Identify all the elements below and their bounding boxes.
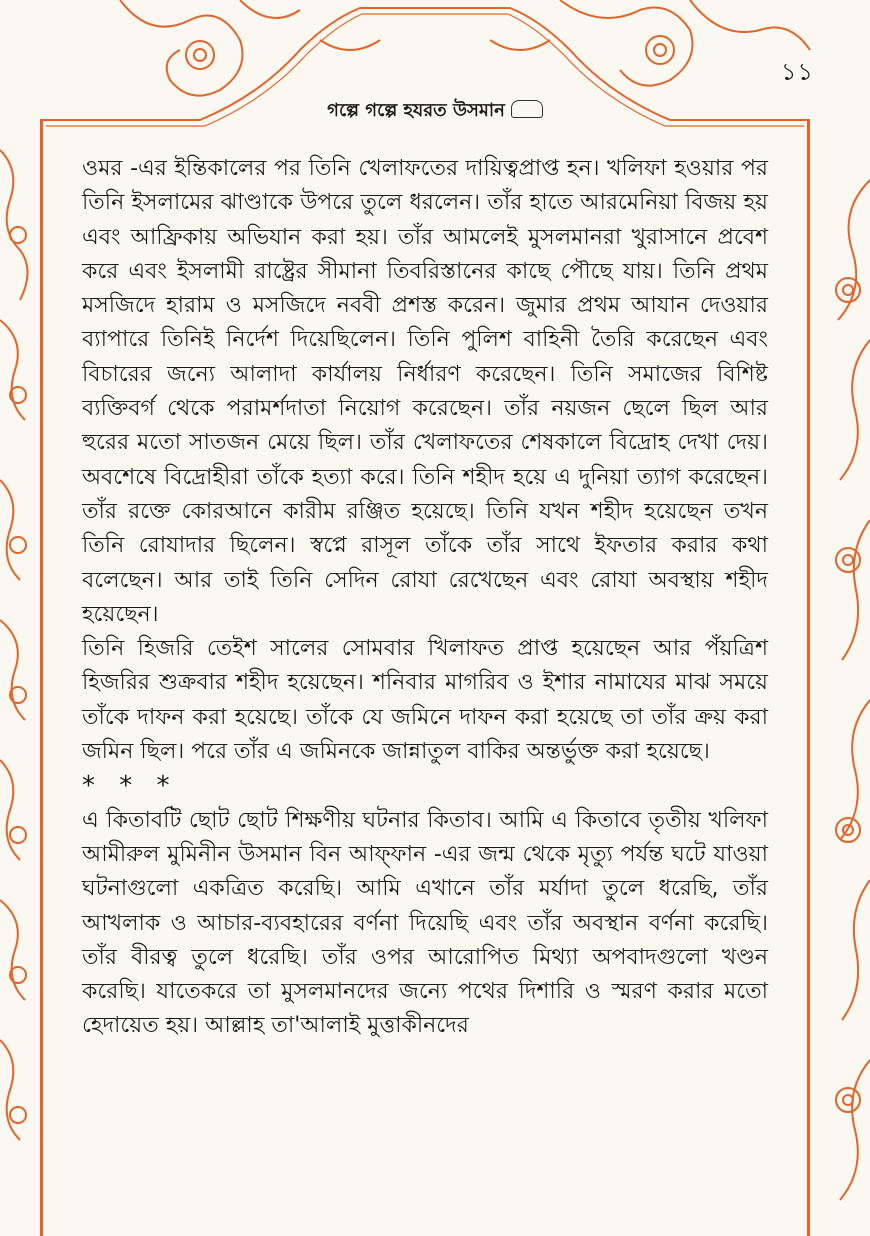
running-title-text: গল্পে গল্পে হযরত উসমান — [327, 100, 505, 121]
paragraph-3: এ কিতাবটি ছোট ছোট শিক্ষণীয় ঘটনার কিতাব। আমি এ কিতাবে তৃতীয় খলিফা আমীরুল মুমিনীন উসমান বিন আফ্‌ফান -এর জন্ম থেকে মৃত্যু পর্যন্ত ঘটে যাওয়া ঘটনাগুলো একত্রিত করেছি। আমি এখানে তাঁর মর্যাদা তুলে ধরেছি, তাঁর আখলাক ও আচার-ব্যবহারের বর্ণনা দিয়েছি এবং তাঁর অবস্থান বর্ণনা করেছি। তাঁর বীরত্ব তুলে ধরেছি। তাঁর ওপর আরোপিত মিথ্যা অপবাদগুলো খণ্ডন করেছি। যাতেকরে তা মুসলমানদের জন্যে পথের দিশারি ও স্মরণ করার মতো হেদায়েত হয়। আল্লাহ তা'আলাই মুত্তাকীনদের — [82, 807, 768, 1039]
paragraph-1: ওমর -এর ইন্তিকালের পর তিনি খেলাফতের দায়িত্বপ্রাপ্ত হন। খলিফা হওয়ার পর তিনি ইসলামের ঝাণ্ডাকে উপরে তুলে ধরলেন। তাঁর হাতে আরমেনিয়া বিজয় হয় এবং আফ্রিকায় অভিযান করা হয়। তাঁর আমলেই মুসলমানরা খুরাসানে প্রবেশ করে এবং ইসলামী রাষ্ট্রের সীমানা তিবরিস্তানের কাছে পৌছে যায়। তিনি প্রথম মসজিদে হারাম ও মসজিদে নববী প্রশস্ত করেন। জুমার প্রথম আযান দেওয়ার ব্যাপারে তিনিই নির্দেশ দিয়েছিলেন। তিনি পুলিশ বাহিনী তৈরি করেছেন এবং বিচারের জন্যে আলাদা কার্যালয় নির্ধারণ করেছেন। তিনি সমাজের বিশিষ্ট ব্যক্তিবর্গ থেকে পরামর্শদাতা নিয়োগ করেছেন। তাঁর নয়জন ছেলে ছিল আর হুরের মতো সাতজন মেয়ে ছিল। তাঁর খেলাফতের শেষকালে বিদ্রোহ দেখা দেয়। অবশেষে বিদ্রোহীরা তাঁকে হত্যা করে। তিনি শহীদ হয়ে এ দুনিয়া ত্যাগ করেছেন। তাঁর রক্তে কোরআনে কারীম রঞ্জিত হয়েছে। তিনি যখন শহীদ হয়েছেন তখন তিনি রোযাদার ছিলেন। স্বপ্নে রাসূল তাঁকে তাঁর সাথে ইফতার করার কথা বলেছেন। আর তাই তিনি সেদিন রোযা রেখেছেন এবং রোযা অবস্থায় শহীদ হয়েছেন। — [82, 156, 768, 627]
section-separator: * * * — [82, 771, 178, 802]
paragraph-2: তিনি হিজরি তেইশ সালের সোমবার খিলাফত প্রাপ্ত হয়েছেন আর পঁয়ত্রিশ হিজরির শুক্রবার শহীদ হয়েছেন। শনিবার মাগরিব ও ইশার নামাযের মাঝ সময়ে তাঁকে দাফন করা হয়েছে। তাঁকে যে জমিনে দাফন করা হয়েছে তা তাঁর ক্রয় করা জমিন ছিল। পরে তাঁর এ জমিনকে জান্নাতুল বাকির অন্তর্ভুক্ত করা হয়েছে। — [82, 636, 768, 765]
page-number: ১১ — [780, 58, 814, 86]
body-text — [82, 152, 768, 1044]
honorific-calligraphy-icon — [511, 100, 543, 118]
